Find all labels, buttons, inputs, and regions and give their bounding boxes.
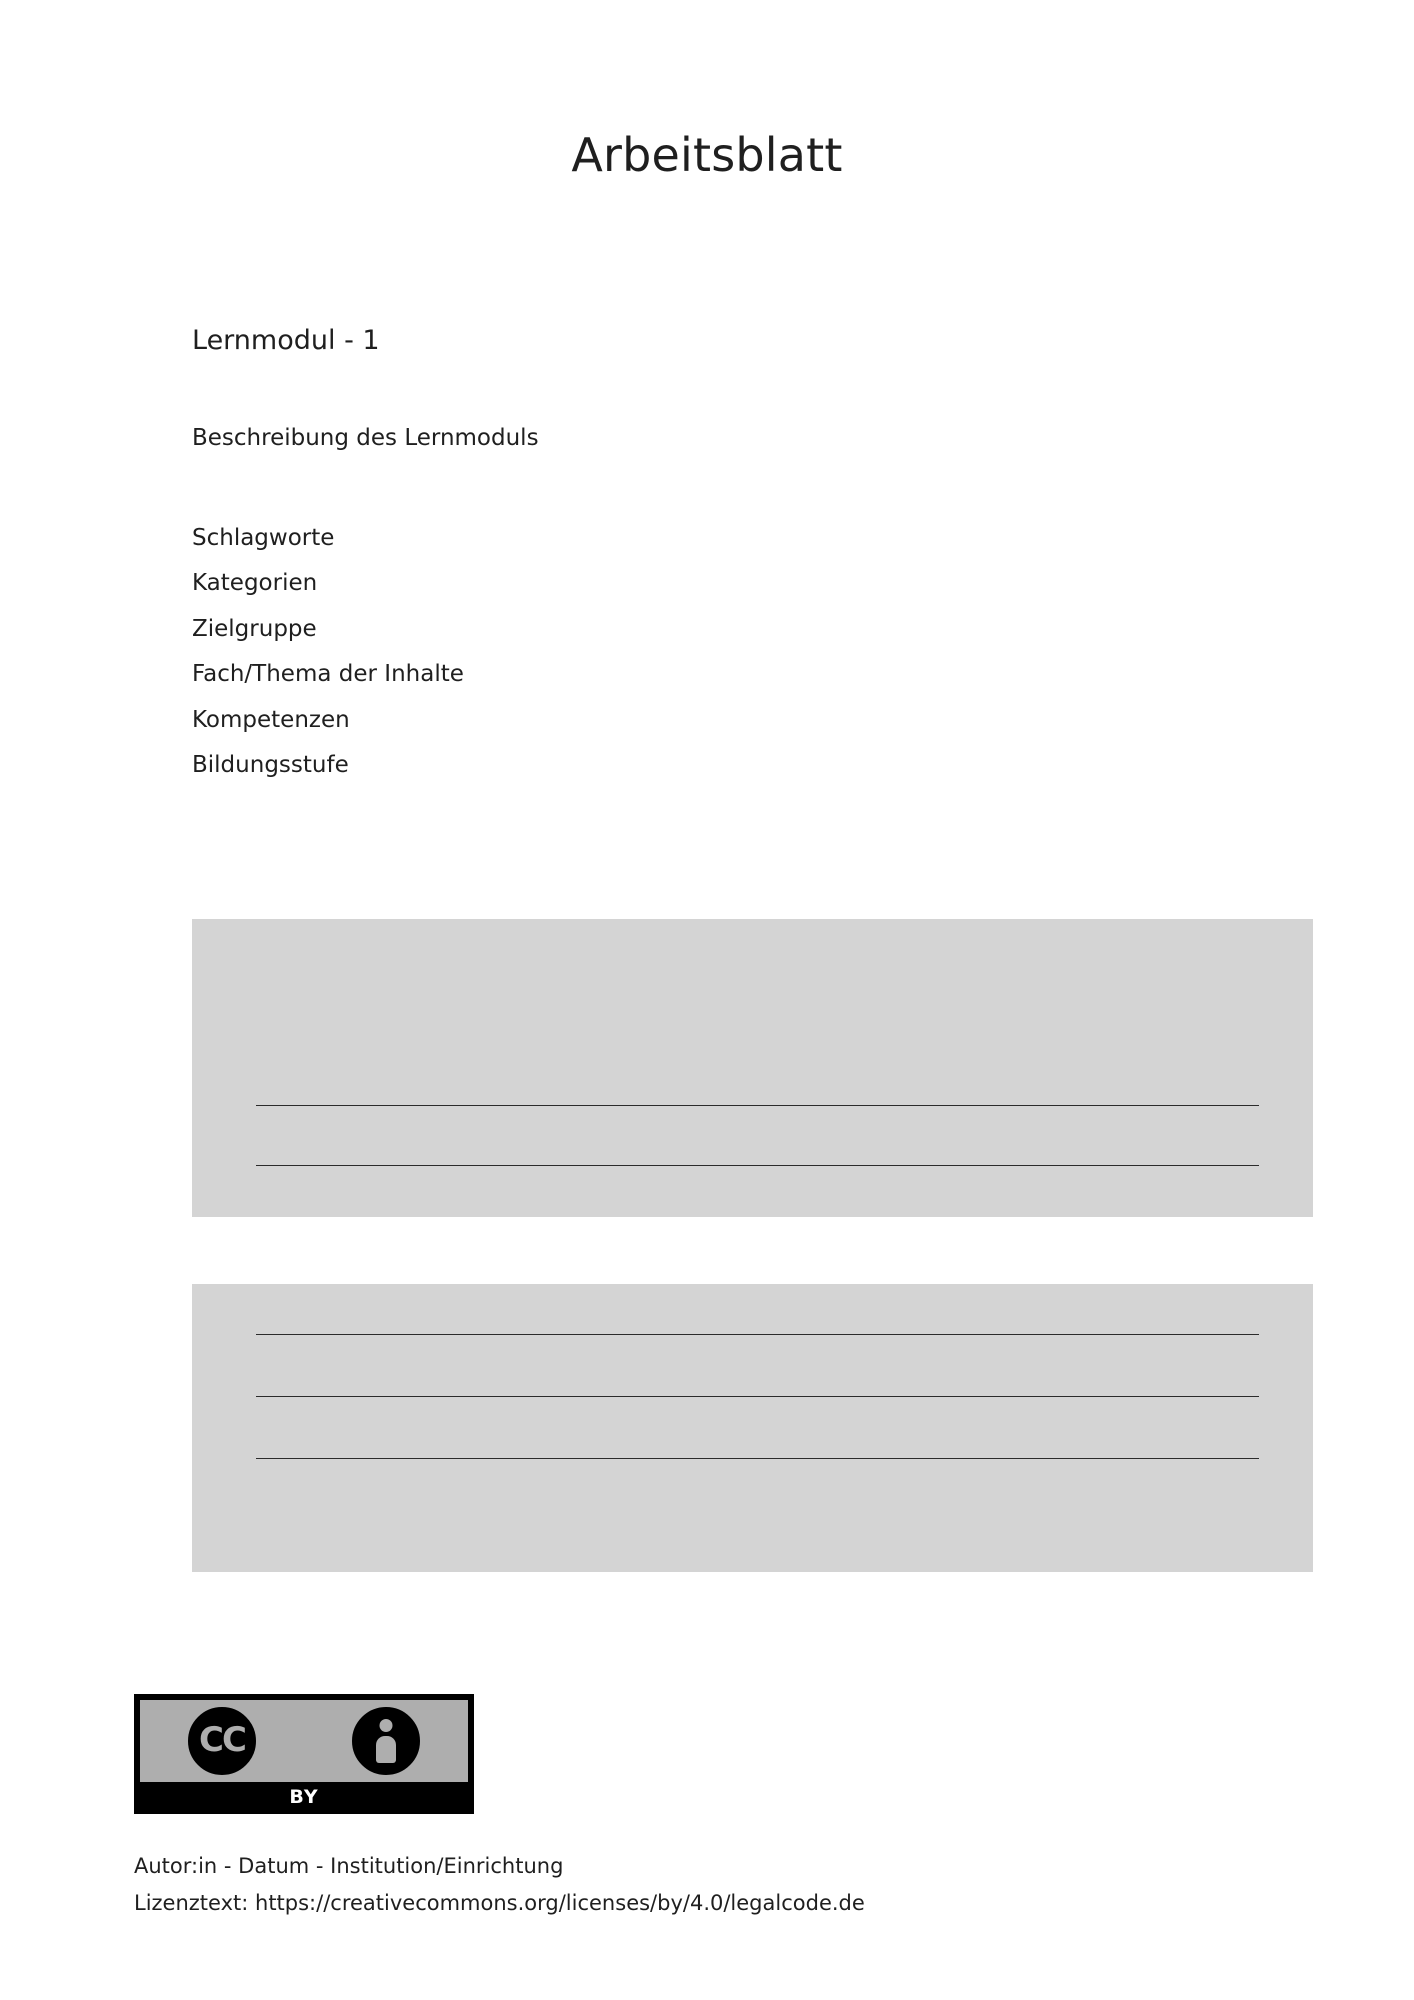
list-item: Schlagworte — [192, 524, 335, 551]
list-item: Kompetenzen — [192, 706, 350, 733]
module-description: Beschreibung des Lernmoduls — [192, 425, 539, 452]
writing-line — [256, 1334, 1259, 1335]
writing-line — [256, 1396, 1259, 1397]
author-line: Autor:in - Datum - Institution/Einrichtung — [134, 1854, 564, 1878]
writing-line — [256, 1105, 1259, 1106]
writing-line — [256, 1165, 1259, 1166]
cc-label: CC — [199, 1720, 245, 1760]
content-placeholder-box-2 — [192, 1284, 1313, 1572]
creative-commons-badge — [134, 1694, 474, 1814]
person-head — [380, 1719, 393, 1732]
footer — [134, 1848, 1284, 1922]
metadata-list — [192, 516, 1312, 789]
list-item: Zielgruppe — [192, 615, 317, 642]
list-item: Kategorien — [192, 570, 318, 597]
module-title: Lernmodul - 1 — [192, 325, 380, 356]
page-title: Arbeitsblatt — [571, 128, 843, 182]
creative-commons-icon — [188, 1707, 256, 1775]
cc-badge-upper — [140, 1700, 468, 1782]
content-placeholder-box-1 — [192, 919, 1313, 1217]
cc-badge-by-label: BY — [140, 1784, 468, 1810]
person-body — [376, 1736, 396, 1763]
attribution-person-icon — [352, 1707, 420, 1775]
writing-line — [256, 1458, 1259, 1459]
list-item: Fach/Thema der Inhalte — [192, 661, 464, 688]
list-item: Bildungsstufe — [192, 752, 349, 779]
person-glyph — [371, 1719, 401, 1763]
content-block — [192, 325, 1312, 789]
license-line: Lizenztext: https://creativecommons.org/licenses/by/4.0/legalcode.de — [134, 1891, 865, 1915]
